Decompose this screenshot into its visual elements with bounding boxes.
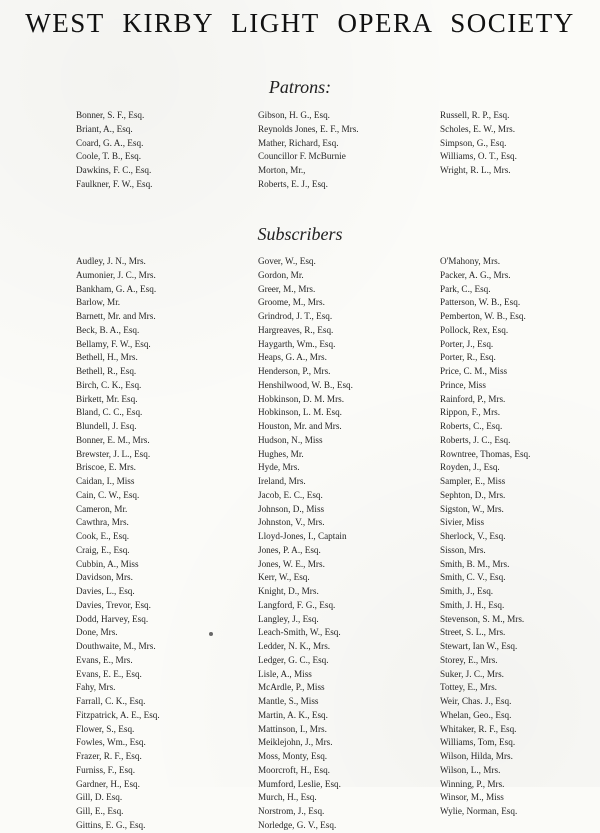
subscriber-entry: Davidson, Mrs.: [76, 572, 133, 583]
patrons-column-3: [440, 109, 517, 178]
subscriber-entry: Blundell, J. Esq.: [76, 421, 137, 431]
subscriber-entry: Sivier, Miss: [440, 517, 485, 528]
patron-entry: Roberts, E. J., Esq.: [258, 178, 328, 189]
subscriber-entry: Caidan, I., Miss: [76, 476, 135, 486]
subscriber-entry: McArdle, P., Miss: [258, 682, 325, 693]
patron-entry: Dawkins, F. C., Esq.: [76, 165, 152, 175]
subscriber-entry: Bethell, R., Esq.: [76, 366, 137, 376]
subscriber-entry: Bellamy, F. W., Esq.: [76, 338, 151, 349]
subscriber-entry: Roberts, J. C., Esq.: [440, 434, 511, 445]
subscribers-column-1: [76, 255, 160, 833]
patron-entry: Bonner, S. F., Esq.: [76, 110, 145, 120]
subscriber-entry: Gill, E., Esq.: [76, 806, 124, 816]
subscriber-entry: Packer, A. G., Mrs.: [440, 269, 511, 280]
ink-speck: [209, 632, 213, 636]
patron-entry: Faulkner, F. W., Esq.: [76, 178, 153, 189]
subscriber-entry: Hargreaves, R., Esq.: [258, 324, 334, 335]
subscriber-entry: Bonner, E. M., Mrs.: [76, 434, 150, 445]
subscriber-entry: Henderson, P., Mrs.: [258, 366, 331, 376]
patron-entry: Coard, G. A., Esq.: [76, 137, 144, 148]
subscriber-entry: Birch, C. K., Esq.: [76, 379, 142, 390]
subscriber-entry: Dodd, Harvey, Esq.: [76, 613, 149, 624]
subscriber-entry: Stevenson, S. M., Mrs.: [440, 613, 525, 624]
subscriber-entry: Winning, P., Mrs.: [440, 778, 505, 789]
subscriber-entry: Beck, B. A., Esq.: [76, 324, 140, 335]
subscriber-entry: Mattinson, I., Mrs.: [258, 723, 327, 734]
subscriber-entry: Moss, Monty, Esq.: [258, 751, 328, 761]
subscriber-entry: Porter, J., Esq.: [440, 338, 494, 349]
subscriber-entry: Hughes, Mr.: [258, 448, 304, 459]
subscriber-entry: Kerr, W., Esq.: [258, 572, 310, 583]
subscriber-entry: Mumford, Leslie, Esq.: [258, 778, 341, 789]
subscriber-entry: Royden, J., Esq.: [440, 462, 500, 473]
subscriber-entry: Done, Mrs.: [76, 627, 118, 638]
subscriber-entry: Sigston, W., Mrs.: [440, 503, 504, 514]
patron-entry: Williams, O. T., Esq.: [440, 151, 517, 162]
subscriber-entry: Park, C., Esq.: [440, 283, 491, 294]
subscriber-entry: Tottey, E., Mrs.: [440, 682, 497, 693]
patron-entry: Gibson, H. G., Esq.: [258, 110, 330, 120]
subscriber-entry: Cubbin, A., Miss: [76, 558, 139, 569]
patron-entry: Morton, Mr.,: [258, 165, 306, 175]
subscriber-entry: Sephton, D., Mrs.: [440, 489, 506, 500]
subscriber-entry: Wylie, Norman, Esq.: [440, 806, 518, 816]
patron-entry: Councillor F. McBurnie: [258, 151, 346, 162]
subscriber-entry: Jones, W. E., Mrs.: [258, 558, 325, 569]
subscriber-entry: Hobkinson, L. M. Esq.: [258, 407, 342, 418]
subscriber-entry: Cameron, Mr.: [76, 503, 128, 514]
subscriber-entry: Ireland, Mrs.: [258, 476, 306, 486]
subscriber-entry: Aumonier, J. C., Mrs.: [76, 269, 156, 280]
subscriber-entry: Price, C. M., Miss: [440, 366, 508, 376]
subscriber-entry: Jacob, E. C., Esq.: [258, 489, 323, 500]
subscriber-entry: Lisle, A., Miss: [258, 668, 312, 679]
subscriber-entry: Haygarth, Wm., Esq.: [258, 338, 336, 349]
patron-entry: Wright, R. L., Mrs.: [440, 165, 511, 175]
subscriber-entry: Bethell, H., Mrs.: [76, 352, 138, 363]
subscriber-entry: Pemberton, W. B., Esq.: [440, 311, 526, 321]
patron-entry: Mather, Richard, Esq.: [258, 137, 339, 148]
subscriber-entry: Johnston, V., Mrs.: [258, 517, 325, 528]
subscriber-entry: Whitaker, R. F., Esq.: [440, 723, 517, 734]
subscriber-entry: Prince, Miss: [440, 379, 486, 390]
subscriber-entry: Meiklejohn, J., Mrs.: [258, 737, 333, 748]
subscriber-entry: Evans, E., Mrs.: [76, 654, 133, 665]
subscriber-entry: Houston, Mr. and Mrs.: [258, 421, 342, 431]
subscriber-entry: Gittins, E. G., Esq.: [76, 819, 146, 830]
patron-entry: Briant, A., Esq.: [76, 123, 133, 134]
subscriber-entry: Barnett, Mr. and Mrs.: [76, 311, 156, 321]
subscriber-entry: Brewster, J. L., Esq.: [76, 448, 151, 459]
patron-entry: Simpson, G., Esq.: [440, 137, 507, 148]
subscriber-entry: Norstrom, J., Esq.: [258, 806, 325, 816]
subscriber-entry: Street, S. L., Mrs.: [440, 627, 506, 638]
subscribers-column-3: [440, 255, 530, 819]
subscriber-entry: Barlow, Mr.: [76, 297, 121, 308]
subscriber-entry: Flower, S., Esq.: [76, 723, 135, 734]
subscriber-entry: Bland, C. C., Esq.: [76, 407, 143, 418]
subscriber-entry: Briscoe, E. Mrs.: [76, 462, 136, 473]
subscriber-entry: Fahy, Mrs.: [76, 682, 116, 693]
subscriber-entry: Grindrod, J. T., Esq.: [258, 311, 333, 321]
subscriber-entry: Hyde, Mrs.: [258, 462, 300, 473]
subscriber-entry: Douthwaite, M., Mrs.: [76, 641, 156, 651]
subscriber-entry: Smith, C. V., Esq.: [440, 572, 506, 583]
subscriber-entry: Moorcroft, H., Esq.: [258, 764, 330, 775]
subscriber-entry: Birkett, Mr. Esq.: [76, 393, 138, 404]
subscriber-entry: Wilson, Hilda, Mrs.: [440, 751, 513, 761]
subscriber-entry: Sherlock, V., Esq.: [440, 531, 506, 541]
subscriber-entry: Frazer, R. F., Esq.: [76, 751, 142, 761]
patrons-column-2: [258, 109, 359, 192]
patrons-heading: Patrons:: [268, 77, 332, 97]
subscriber-entry: Craig, E., Esq.: [76, 544, 130, 555]
subscriber-entry: Williams, Tom, Esq.: [440, 737, 516, 748]
subscriber-entry: Davies, Trevor, Esq.: [76, 599, 151, 610]
patron-entry: Reynolds Jones, E. F., Mrs.: [258, 123, 359, 134]
subscriber-entry: Murch, H., Esq.: [258, 792, 317, 803]
subscriber-entry: Whelan, Geo., Esq.: [440, 709, 512, 720]
subscriber-entry: Leach-Smith, W., Esq.: [258, 627, 341, 638]
subscriber-entry: Smith, B. M., Mrs.: [440, 558, 510, 569]
subscriber-entry: Cook, E., Esq.: [76, 531, 130, 541]
subscriber-entry: Gardner, H., Esq.: [76, 778, 140, 789]
subscriber-entry: Lloyd-Jones, I., Captain: [258, 531, 347, 541]
subscriber-entry: Smith, J. H., Esq.: [440, 599, 505, 610]
subscriber-entry: Johnson, D., Miss: [258, 503, 325, 514]
subscriber-entry: Weir, Chas. J., Esq.: [440, 696, 512, 706]
subscriber-entry: Wilson, L., Mrs.: [440, 764, 501, 775]
subscriber-entry: Farrall, C. K., Esq.: [76, 696, 146, 706]
subscriber-entry: Furniss, F., Esq.: [76, 764, 135, 775]
subscriber-entry: Davies, L., Esq.: [76, 586, 135, 596]
subscriber-entry: Knight, D., Mrs.: [258, 586, 319, 596]
patron-entry: Coole, T. B., Esq.: [76, 151, 141, 162]
subscriber-entry: O'Mahony, Mrs.: [440, 256, 501, 266]
subscriber-entry: Cain, C. W., Esq.: [76, 489, 140, 500]
patron-entry: Russell, R. P., Esq.: [440, 110, 510, 120]
patrons-column-1: [76, 109, 152, 192]
subscriber-entry: Rippon, F., Mrs.: [440, 407, 501, 418]
subscriber-entry: Rainford, P., Mrs.: [440, 393, 506, 404]
subscriber-entry: Norledge, G. V., Esq.: [258, 819, 337, 830]
subscriber-entry: Cawthra, Mrs.: [76, 517, 129, 528]
patron-entry: Scholes, E. W., Mrs.: [440, 123, 516, 134]
subscriber-entry: Jones, P. A., Esq.: [258, 544, 321, 555]
subscriber-entry: Smith, J., Esq.: [440, 586, 494, 596]
subscriber-entry: Rowntree, Thomas, Esq.: [440, 448, 531, 459]
subscriber-entry: Suker, J. C., Mrs.: [440, 668, 504, 679]
subscriber-entry: Fowles, Wm., Esq.: [76, 737, 146, 748]
subscriber-entry: Audley, J. N., Mrs.: [76, 256, 146, 266]
subscriber-entry: Fitzpatrick, A. E., Esq.: [76, 709, 160, 720]
subscriber-entry: Gill, D. Esq.: [76, 792, 123, 803]
subscriber-entry: Martin, A. K., Esq.: [258, 709, 328, 720]
subscriber-entry: Langford, F. G., Esq.: [258, 599, 336, 610]
subscriber-entry: Evans, E. E., Esq.: [76, 668, 142, 679]
subscriber-entry: Sisson, Mrs.: [440, 544, 486, 555]
subscriber-entry: Mantle, S., Miss: [258, 696, 319, 706]
subscriber-entry: Sampler, E., Miss: [440, 476, 506, 486]
subscribers-column-2: [258, 255, 353, 833]
subscriber-entry: Porter, R., Esq.: [440, 352, 496, 363]
subscriber-entry: Gordon, Mr.: [258, 269, 304, 280]
subscriber-entry: Storey, E., Mrs.: [440, 654, 498, 665]
subscribers-heading: Subscribers: [257, 224, 343, 244]
subscriber-entry: Groome, M., Mrs.: [258, 297, 325, 308]
subscriber-entry: Stewart, Ian W., Esq.: [440, 641, 518, 651]
subscriber-entry: Roberts, C., Esq.: [440, 421, 503, 431]
subscriber-entry: Pollock, Rex, Esq.: [440, 324, 509, 335]
subscriber-entry: Hobkinson, D. M. Mrs.: [258, 393, 345, 404]
subscriber-entry: Gover, W., Esq.: [258, 256, 316, 266]
subscriber-entry: Ledder, N. K., Mrs.: [258, 641, 331, 651]
subscriber-entry: Langley, J., Esq.: [258, 613, 319, 624]
subscriber-entry: Hudson, N., Miss: [258, 434, 323, 445]
subscriber-entry: Henshilwood, W. B., Esq.: [258, 379, 353, 390]
subscriber-entry: Heaps, G. A., Mrs.: [258, 352, 327, 363]
subscriber-entry: Greer, M., Mrs.: [258, 283, 316, 294]
subscriber-entry: Ledger, G. C., Esq.: [258, 654, 329, 665]
page-title: WEST KIRBY LIGHT OPERA SOCIETY: [25, 8, 575, 38]
subscriber-entry: Patterson, W. B., Esq.: [440, 297, 521, 308]
subscriber-entry: Winsor, M., Miss: [440, 792, 504, 803]
subscriber-entry: Bankham, G. A., Esq.: [76, 283, 157, 294]
